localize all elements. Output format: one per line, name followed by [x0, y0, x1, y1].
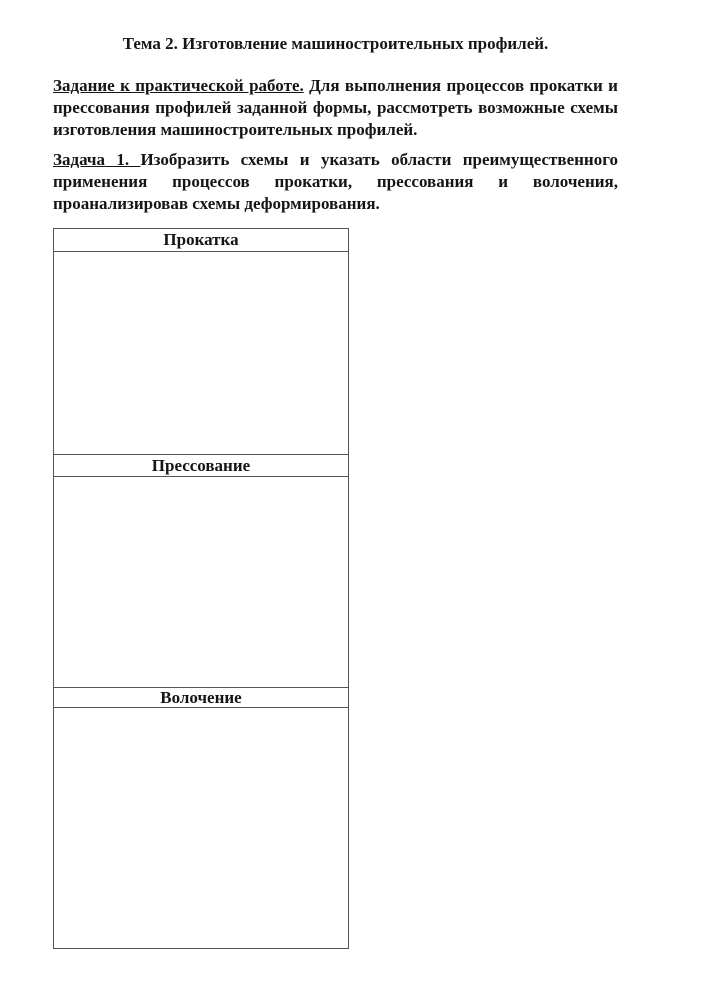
task1-lead-text: Задача 1.	[53, 150, 141, 169]
table-header-rolling-label: Прокатка	[163, 230, 239, 249]
table-cell-rolling-empty	[54, 252, 348, 455]
table-header-rolling	[54, 229, 348, 252]
table-header-drawing-label: Волочение	[160, 687, 242, 707]
task1-body-text: Изобразить схемы и указать области преимущественного применения процессов прокатки, прессования и волочения, проанализировав схемы деформирования.	[53, 150, 619, 213]
assignment-lead-text: Задание к практической работе.	[53, 76, 304, 95]
assignment-body-text: Для выполнения процессов прокатки и прессования профилей заданной формы, рассмотреть возможные схемы изготовления машиностроительных профилей.	[53, 76, 618, 139]
page-title: Тема 2. Изготовление машиностроительных профилей.	[122, 34, 549, 53]
table-header-pressing	[54, 455, 348, 477]
table-header-drawing	[54, 688, 348, 708]
assignment-paragraph	[53, 75, 618, 141]
table-cell-pressing-empty	[54, 477, 348, 688]
table-header-pressing-label: Прессование	[151, 455, 251, 475]
task1-paragraph	[53, 149, 618, 215]
table-cell-drawing-empty	[54, 708, 348, 948]
schemes-table	[53, 228, 349, 949]
